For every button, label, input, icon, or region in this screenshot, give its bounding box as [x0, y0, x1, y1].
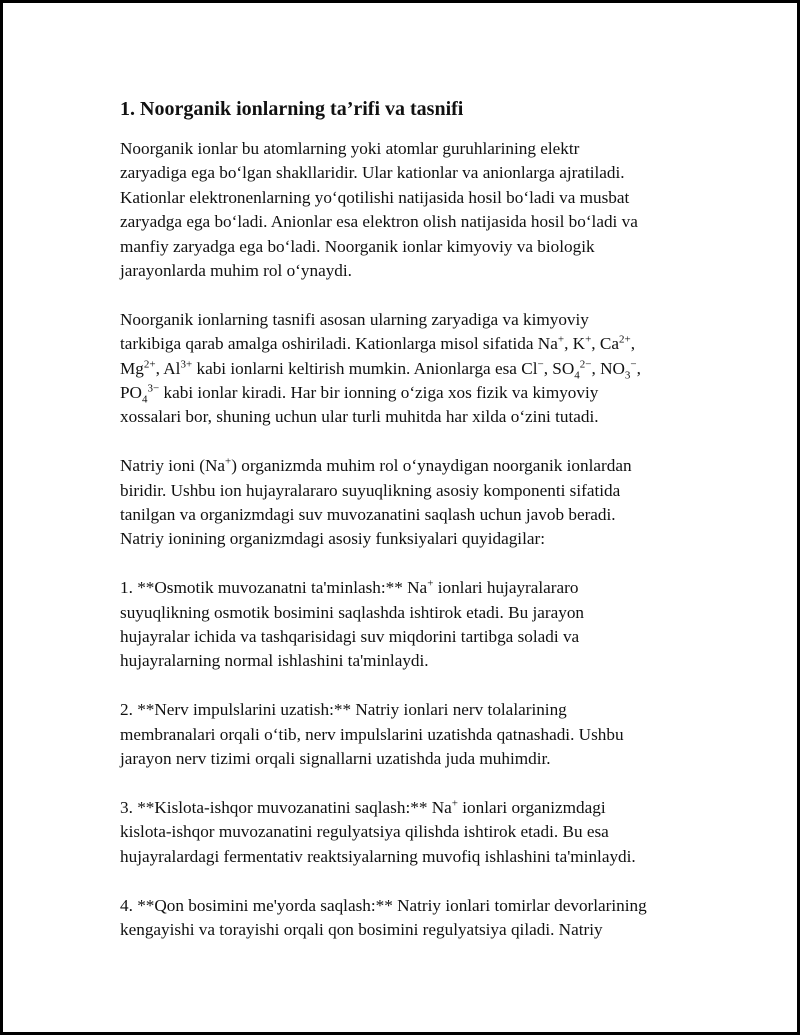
text-line: jarayon nerv tizimi orqali signallarni uzatishda juda muhimdir. [120, 749, 551, 769]
text-line: biridir. Ushbu ion hujayralararo suyuqlikning asosiy komponenti sifatida [120, 480, 621, 500]
text-line: tanilgan va organizmdagi suv muvozanatini saqlash uchun javob beradi. [120, 505, 616, 525]
list-item-nerve [120, 698, 705, 771]
document-content [120, 95, 705, 967]
text-line: manfiy zaryadga ega bo‘ladi. Noorganik ionlar kimyoviy va biologik [120, 236, 595, 256]
text-line: Noorganik ionlar bu atomlarning yoki atomlar guruhlarining elektr [120, 139, 580, 158]
text-line: kengayishi va torayishi orqali qon bosimini regulyatsiya qiladi. Natriy [120, 919, 603, 939]
paragraph-sodium-intro [120, 454, 705, 552]
text-line: Noorganik ionlarning tasnifi asosan ularning zaryadiga va kimyoviy [120, 309, 589, 329]
text-line: membranalari orqali o‘tib, nerv impulslarini uzatishda qatnashadi. Ushbu [120, 724, 624, 744]
text-line: zaryadga ega bo‘ladi. Anionlar esa elektron olish natijasida hosil bo‘ladi va [120, 212, 638, 232]
text-line: 2. **Nerv impulslarini uzatish:** Natriy ionlari nerv tolalarining [120, 700, 567, 720]
text-line: tarkibiga qarab amalga oshiriladi. Kationlarga misol sifatida Na+, K+, $Ca^{2+}$, [120, 333, 635, 354]
text-line: hujayralarning normal ishlashini ta'minlaydi. [120, 651, 429, 671]
list-item-acid-base [120, 796, 705, 869]
text-line: 3. **Kislota-ishqor muvozanatini saqlash:** Na+ ionlari organizmdagi [120, 797, 606, 817]
paragraph-definition [120, 137, 705, 283]
list-item-blood-pressure [120, 894, 705, 943]
paragraph-classification [120, 308, 705, 430]
text-line: $PO_4^{3-}$ kabi ionlar kiradi. Har bir ionning o‘ziga xos fizik va kimyoviy [120, 382, 599, 406]
text-line: $Mg^{2+}$, $Al^{3+}$ kabi ionlarni keltirish mumkin. Anionlarga esa Cl−, $SO_4^{2-}$, $NO_3^-$, [120, 357, 641, 382]
text-line: kislota-ishqor muvozanatini regulyatsiya qilishda ishtirok etadi. Bu esa [120, 822, 609, 842]
text-line: 1. **Osmotik muvozanatni ta'minlash:** Na+ ionlari hujayralararo [120, 577, 579, 598]
text-line: suyuqlikning osmotik bosimini saqlashda ishtirok etadi. Bu jarayon [120, 602, 585, 622]
text-line: hujayralar ichida va tashqarisidagi suv miqdorini tartibga soladi va [120, 627, 580, 647]
text-line: hujayralardagi fermentativ reaktsiyalarning muvofiq ishlashini ta'minlaydi. [120, 846, 636, 866]
list-item-osmotic [120, 576, 705, 674]
text-line: jarayonlarda muhim rol o‘ynaydi. [120, 261, 352, 281]
text-line: 4. **Qon bosimini me'yorda saqlash:** Natriy ionlari tomirlar devorlarining [120, 895, 647, 915]
text-line: Kationlar elektronenlarning yo‘qotilishi natijasida hosil bo‘ladi va musbat [120, 187, 630, 207]
text-line: xossalari bor, shuning uchun ular turli muhitda har xilda o‘zini tutadi. [120, 407, 599, 427]
text-line: Natriy ioni (Na+) organizmda muhim rol o‘ynaydigan noorganik ionlardan [120, 455, 632, 476]
text-line: Natriy ionining organizmdagi asosiy funksiyalari quyidagilar: [120, 529, 545, 549]
text-line: zaryadiga ega bo‘lgan shakllaridir. Ular kationlar va anionlarga ajratiladi. [120, 163, 625, 183]
section-heading: 1. Noorganik ionlarning ta’rifi va tasnifi [120, 98, 464, 120]
